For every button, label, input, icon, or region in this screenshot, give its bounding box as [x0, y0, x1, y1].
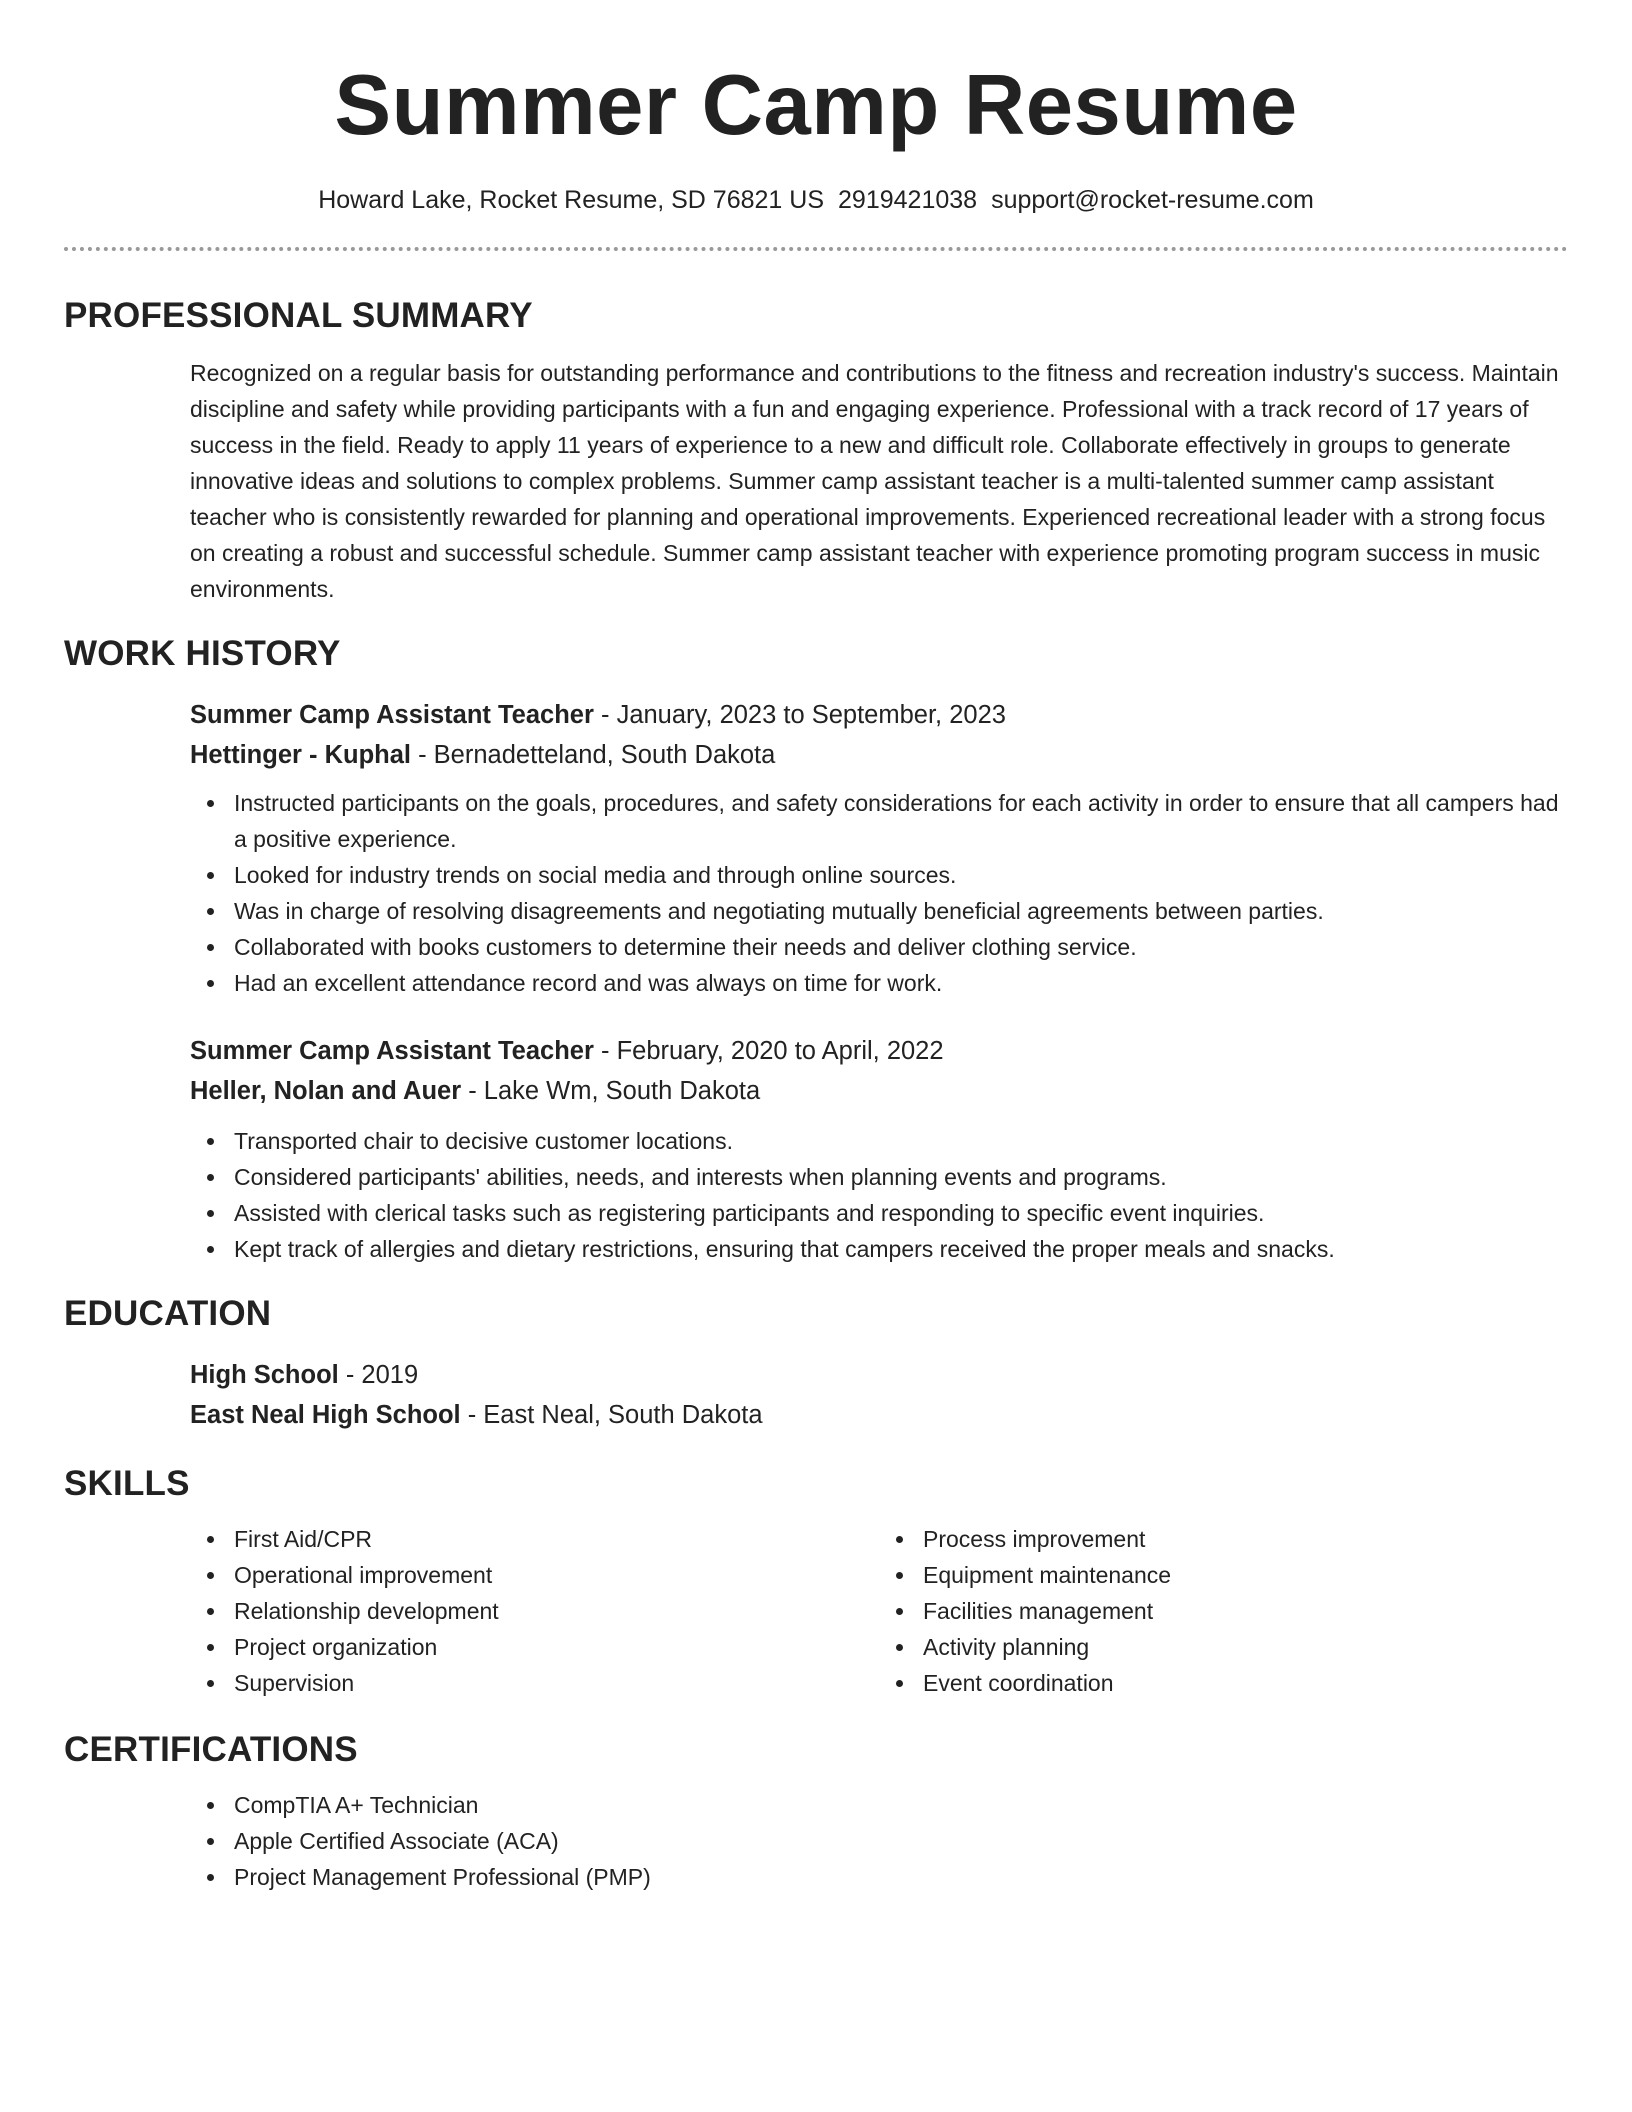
- education-degree-line: [190, 1355, 1568, 1395]
- certifications-block: [190, 1787, 1568, 1895]
- work-history-heading: WORK HISTORY: [64, 634, 341, 673]
- job-bullet: Had an excellent attendance record and was always on time for work.: [234, 965, 1568, 1001]
- certifications-heading: CERTIFICATIONS: [64, 1730, 358, 1769]
- job-bullet: Kept track of allergies and dietary restrictions, ensuring that campers received the proper meals and snacks.: [234, 1231, 1568, 1267]
- job-bullet: Considered participants' abilities, needs, and interests when planning events and programs.: [234, 1159, 1568, 1195]
- skills-grid: [190, 1521, 1568, 1701]
- skill-item: Activity planning: [923, 1629, 1568, 1665]
- contact-email: support@rocket-resume.com: [991, 186, 1314, 214]
- skill-item: Operational improvement: [234, 1557, 879, 1593]
- skill-item: Supervision: [234, 1665, 879, 1701]
- skill-item: Project organization: [234, 1629, 879, 1665]
- resume-title: Summer Camp Resume: [334, 58, 1298, 153]
- skill-item: Process improvement: [923, 1521, 1568, 1557]
- contact-line: [64, 184, 1568, 216]
- job-bullet: Looked for industry trends on social media and through online sources.: [234, 857, 1568, 893]
- certification-item: CompTIA A+ Technician: [234, 1787, 1568, 1823]
- job-company-line: [190, 1071, 1568, 1111]
- job-title-line: [190, 1031, 1568, 1071]
- education-entry: [190, 1355, 1568, 1435]
- job-bullet: Assisted with clerical tasks such as registering participants and responding to specific event inquiries.: [234, 1195, 1568, 1231]
- certifications-list: [190, 1787, 1568, 1895]
- job-bullets: [190, 1123, 1568, 1267]
- job-dates: - February, 2020 to April, 2022: [593, 1037, 944, 1065]
- contact-phone: 2919421038: [838, 186, 978, 214]
- job-title: Summer Camp Assistant Teacher: [190, 701, 594, 729]
- contact-address: Howard Lake, Rocket Resume, SD 76821 US: [318, 186, 825, 214]
- skills-heading: SKILLS: [64, 1464, 190, 1503]
- job-company: Hettinger - Kuphal: [190, 741, 411, 769]
- education-location: - East Neal, South Dakota: [460, 1401, 763, 1429]
- skill-item: First Aid/CPR: [234, 1521, 879, 1557]
- job-company-line: [190, 735, 1568, 775]
- job-dates: - January, 2023 to September, 2023: [593, 701, 1006, 729]
- skill-item: Relationship development: [234, 1593, 879, 1629]
- education-school-line: [190, 1395, 1568, 1435]
- skills-list-left: [190, 1521, 879, 1701]
- education-degree: High School: [190, 1361, 339, 1389]
- summary-text: Recognized on a regular basis for outstanding performance and contributions to the fitness and recreation industry's success. Maintain discipline and safety while providing participants with a fun and engaging experience. Professional with a track record of 17 years of success in the field. Ready to apply 11 years of experience to a new and difficult role. Collaborate effectively in groups to generate innovative ideas and solutions to complex problems. Summer camp assistant teacher is a multi-talented summer camp assistant teacher who is consistently rewarded for planning and operational improvements. Experienced recreational leader with a strong focus on creating a robust and successful schedule. Summer camp assistant teacher with experience promoting program success in music environments.: [190, 360, 1559, 602]
- job-company: Heller, Nolan and Auer: [190, 1077, 462, 1105]
- certification-item: Project Management Professional (PMP): [234, 1859, 1568, 1895]
- job-bullet: Transported chair to decisive customer locations.: [234, 1123, 1568, 1159]
- job-location: - Lake Wm, South Dakota: [461, 1077, 761, 1105]
- education-year: - 2019: [338, 1361, 419, 1389]
- job-title-line: [190, 695, 1568, 735]
- education-school: East Neal High School: [190, 1401, 461, 1429]
- skill-item: Facilities management: [923, 1593, 1568, 1629]
- skills-list-right: [879, 1521, 1568, 1701]
- job-entry: [190, 1031, 1568, 1267]
- skill-item: Event coordination: [923, 1665, 1568, 1701]
- job-title: Summer Camp Assistant Teacher: [190, 1037, 594, 1065]
- job-bullets: [190, 785, 1568, 1001]
- education-heading: EDUCATION: [64, 1294, 272, 1333]
- job-bullet: Was in charge of resolving disagreements and negotiating mutually beneficial agreements between parties.: [234, 893, 1568, 929]
- job-entry: [190, 695, 1568, 1001]
- job-bullet: Instructed participants on the goals, procedures, and safety considerations for each activity in order to ensure that all campers had a positive experience.: [234, 785, 1568, 857]
- header-divider: [64, 247, 1568, 251]
- job-location: - Bernadetteland, South Dakota: [411, 741, 776, 769]
- certification-item: Apple Certified Associate (ACA): [234, 1823, 1568, 1859]
- job-bullet: Collaborated with books customers to determine their needs and deliver clothing service.: [234, 929, 1568, 965]
- summary-heading: PROFESSIONAL SUMMARY: [64, 296, 533, 335]
- skill-item: Equipment maintenance: [923, 1557, 1568, 1593]
